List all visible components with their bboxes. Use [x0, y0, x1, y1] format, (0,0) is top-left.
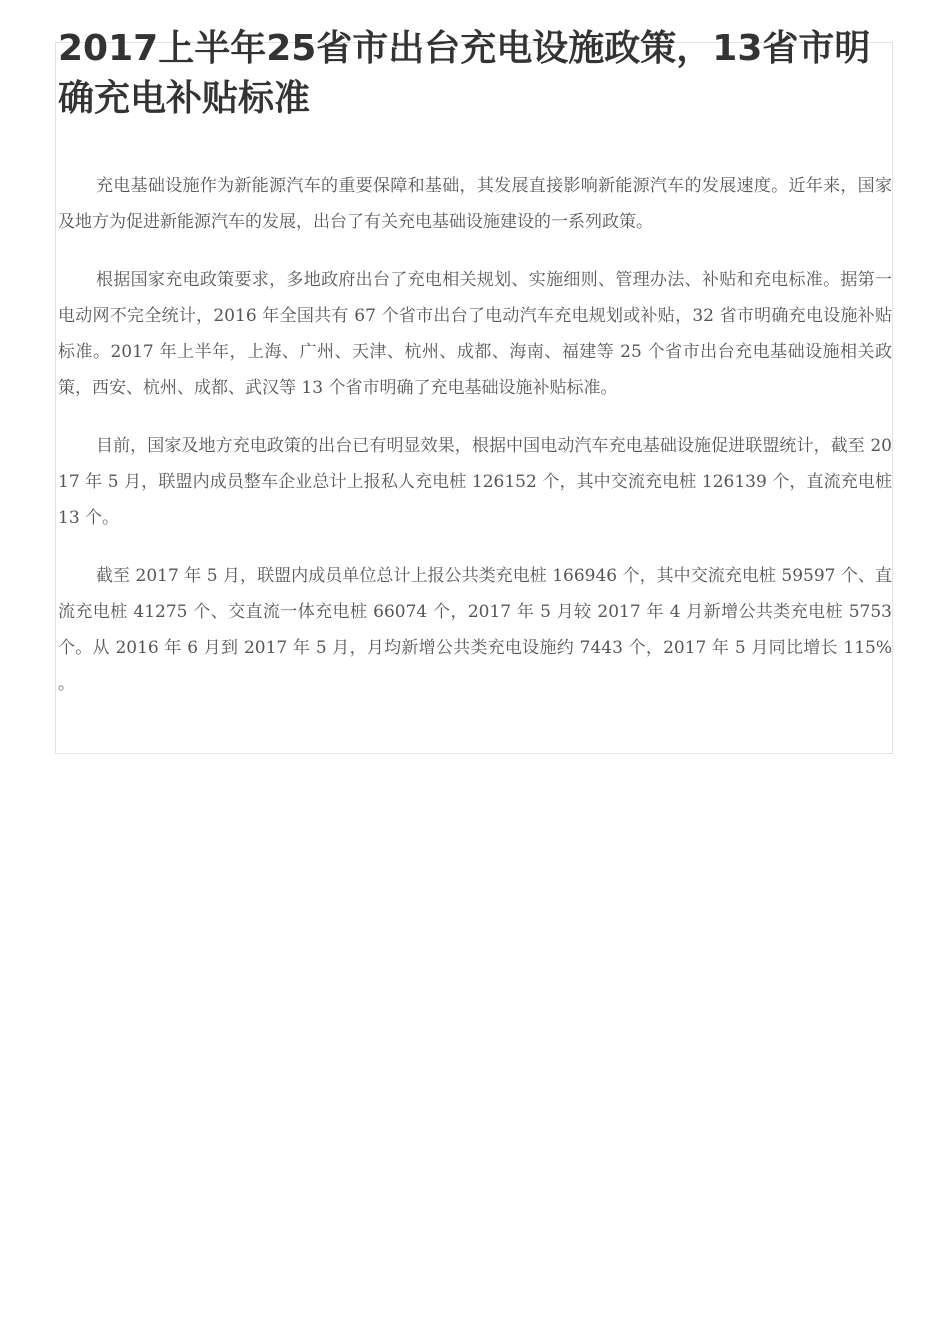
article-paragraph: 截至 2017 年 5 月，联盟内成员单位总计上报公共类充电桩 166946 个，其中交流充电桩 59597 个、直流充电桩 41275 个、交直流一体充电桩 66074 个，2017 年 5 月较 2017 年 4 月新增公共类充电桩 5753 个。从 2016 年 6 月到 2017 年 5 月，月均新增公共类充电设施约 7443 个，2017 年 5 月同比增长 115% 。: [58, 566, 892, 694]
article-paragraph: 充电基础设施作为新能源汽车的重要保障和基础，其发展直接影响新能源汽车的发展速度。近年来，国家及地方为促进新能源汽车的发展，出台了有关充电基础设施建设的一系列政策。: [58, 176, 892, 232]
article-body: [58, 168, 892, 724]
article-paragraph: 根据国家充电政策要求，多地政府出台了充电相关规划、实施细则、管理办法、补贴和充电标准。据第一电动网不完全统计，2016 年全国共有 67 个省市出台了电动汽车充电规划或补贴，32 省市明确充电设施补贴标准。2017 年上半年，上海、广州、天津、杭州、成都、海南、福建等 25 个省市出台充电基础设施相关政策，西安、杭州、成都、武汉等 13 个省市明确了充电基础设施补贴标准。: [58, 270, 893, 398]
article-paragraph: 目前，国家及地方充电政策的出台已有明显效果，根据中国电动汽车充电基础设施促进联盟统计，截至 2017 年 5 月，联盟内成员整车企业总计上报私人充电桩 126152 个，其中交流充电桩 126139 个，直流充电桩 13 个。: [58, 436, 892, 528]
article-title: 2017上半年25省市出台充电设施政策，13省市明确充电补贴标准: [58, 28, 871, 119]
